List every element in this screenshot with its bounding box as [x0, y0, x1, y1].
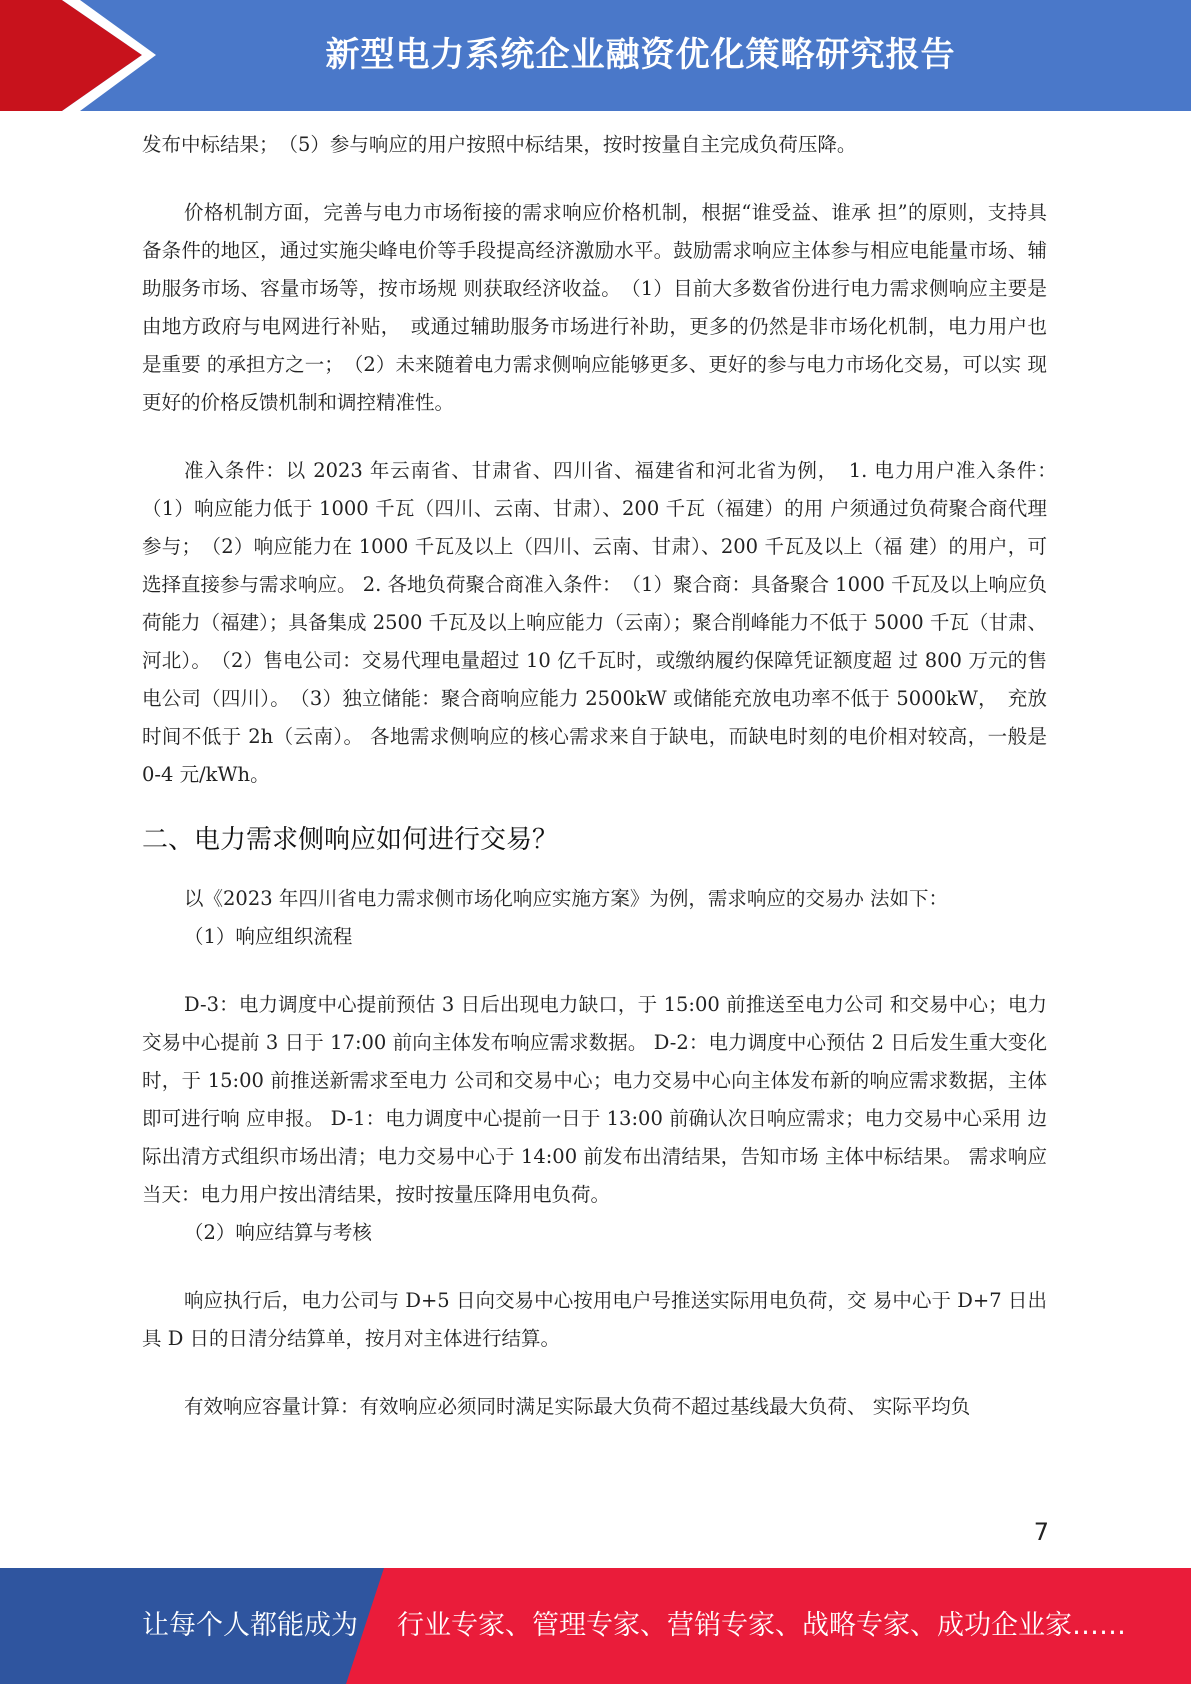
paragraph-process: D-3：电力调度中心提前预估 3 日后出现电力缺口，于 15:00 前推送至电力公司 和交易中心；电力交易中心提前 3 日于 17:00 前向主体发布响应需求数据。 D-2：电力调度中心预估 2 日后发生重大变化时，于 15:00 前推送新需求至电力 公司和交易中心；电力交易中心向主体发布新的响应需求数据，主体即可进行响 应申报。 D-1：电力调度中心提前一日于 13:00 前确认次日响应需求；电力交易中心采用 边际出清方式组织市场出清；电力交易中心于 14:00 前发布出清结果，告知市场 主体中标结果。 需求响应当天：电力用户按出清结果，按时按量压降用电负荷。: [142, 993, 1047, 1206]
document-body: [142, 126, 1067, 1426]
report-title: 新型电力系统企业融资优化策略研究报告: [325, 35, 956, 75]
paragraph-price-mechanism: 价格机制方面，完善与电力市场衔接的需求响应价格机制，根据“谁受益、谁承 担”的原则，支持具备条件的地区，通过实施尖峰电价等手段提高经济激励水平。鼓励需求响应主体参与相应电能量市场、辅助服务市场、容量市场等，按市场规 则获取经济收益。 （1）目前大多数省份进行电力需求侧响应主要是由地方政府与电网进行补贴， 或通过辅助服务市场进行补助，更多的仍然是非市场化机制，电力用户也是重要 的承担方之一； （2）未来随着电力需求侧响应能够更多、更好的参与电力市场化交易，可以实 现更好的价格反馈机制和调控精准性。: [142, 201, 1047, 414]
subheading-settlement: （2）响应结算与考核: [184, 1221, 372, 1244]
paragraph-settlement: 响应执行后，电力公司与 D+5 日向交易中心按用电户号推送实际用电负荷，交 易中心于 D+7 日出具 D 日的日清分结算单，按月对主体进行结算。: [142, 1289, 1047, 1350]
footer-slogan-right: 行业专家、管理专家、营销专家、战略专家、成功企业家……: [397, 1610, 1126, 1641]
footer-slogan-left: 让每个人都能成为: [142, 1610, 358, 1641]
page-number: 7: [1033, 1518, 1049, 1546]
paragraph-trading-intro: 以《2023 年四川省电力需求侧市场化响应实施方案》为例，需求响应的交易办 法如下：: [184, 887, 949, 910]
section-heading: 二、电力需求侧响应如何进行交易？: [142, 825, 559, 855]
paragraph-1: 发布中标结果； （5）参与响应的用户按照中标结果，按时按量自主完成负荷压降。: [142, 133, 857, 156]
page-footer: [0, 1568, 1191, 1684]
page-header: [0, 0, 1191, 111]
paragraph-admission: 准入条件：以 2023 年云南省、甘肃省、四川省、福建省和河北省为例， 1. 电力用户准入条件： （1）响应能力低于 1000 千瓦（四川、云南、甘肃）、200 千瓦（福建）的用 户须通过负荷聚合商代理参与； （2）响应能力在 1000 千瓦及以上（四川、云南、甘肃）、200 千瓦及以上（福 建）的用户，可选择直接参与需求响应。 2. 各地负荷聚合商准入条件： （1）聚合商：具备聚合 1000 千瓦及以上响应负荷能力（福建）；具备集成 2500 千瓦及以上响应能力（云南）；聚合削峰能力不低于 5000 千瓦（甘肃、河北）。 （2）售电公司：交易代理电量超过 10 亿千瓦时，或缴纳履约保障凭证额度超 过 800 万元的售电公司（四川）。 （3）独立储能：聚合商响应能力 2500kW 或储能充放电功率不低于 5000kW， 充放时间不低于 2h（云南）。 各地需求侧响应的核心需求来自于缺电，而缺电时刻的电价相对较高，一般是 0-4 元/kWh。: [142, 459, 1067, 786]
subheading-organization: （1）响应组织流程: [184, 925, 353, 948]
paragraph-capacity: 有效响应容量计算：有效响应必须同时满足实际最大负荷不超过基线最大负荷、 实际平均负: [184, 1395, 971, 1418]
